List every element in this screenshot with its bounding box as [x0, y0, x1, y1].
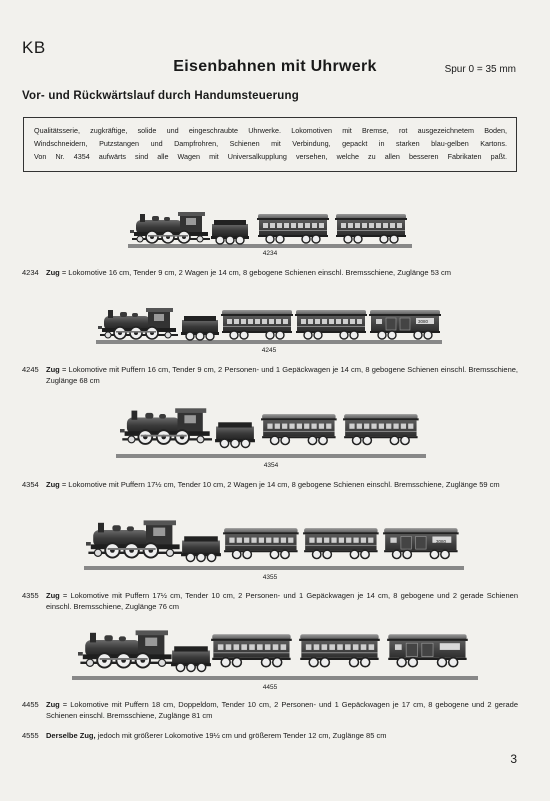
train-4245-illustration	[96, 296, 442, 348]
coach-icon	[257, 214, 329, 243]
locomotive-icon	[98, 308, 178, 339]
coach-icon	[303, 528, 379, 558]
baggage-car-icon	[387, 634, 468, 666]
product-lead: Derselbe Zug,	[46, 731, 96, 740]
page-number: 3	[510, 752, 517, 766]
page-subtitle: Vor- und Rückwärtslauf durch Handumsteuerung	[22, 90, 299, 102]
train-caption: 4354	[263, 462, 279, 469]
locomotive-icon	[78, 630, 174, 667]
product-lead: Zug	[46, 591, 60, 600]
product-description: = Lokomotive mit Puffern 17½ cm, Tender 10 cm, 2 Personen- und 1 Gepäckwagen je 14 cm, 8 gebogene und 2 gerade Schienen einschl. Bremsschiene, Zuglänge 76 cm	[46, 591, 518, 611]
coach-icon	[221, 310, 293, 339]
info-box	[23, 117, 517, 172]
product-number: 4555	[22, 731, 39, 740]
coach-icon	[211, 634, 292, 666]
coach-icon	[335, 214, 407, 243]
tender-icon	[171, 646, 211, 671]
train-4354-illustration	[116, 402, 426, 462]
train-caption: 4355	[262, 574, 278, 581]
coach-icon	[223, 528, 299, 558]
train-4455-illustration	[72, 626, 478, 684]
catalog-section-code: KB	[22, 38, 46, 57]
coach-icon	[299, 634, 380, 666]
product-lead: Zug	[46, 365, 60, 374]
product-description: jedoch mit größerer Lokomotive 19½ cm und größerem Tender 12 cm, Zuglänge 85 cm	[95, 731, 387, 740]
product-entry-4355	[22, 590, 518, 612]
product-entry-4245	[22, 364, 518, 386]
train-caption: 4455	[262, 684, 278, 691]
gauge-label: Spur 0 = 35 mm	[444, 64, 516, 75]
product-number: 4455	[22, 700, 39, 709]
product-description: = Lokomotive mit Puffern 16 cm, Tender 9 cm, 2 Personen- und 1 Gepäckwagen je 14 cm, 8 gebogene Schienen einschl. Bremsschiene, Zuglänge 68 cm	[46, 365, 518, 385]
info-line-1: Qualitätsserie, zugkräftige, solide und eingeschraubte Uhrwerke. Lokomotiven mit Bremse, rot ausgezeichnetem Boden,	[34, 126, 507, 135]
product-number: 4355	[22, 591, 39, 600]
locomotive-icon	[130, 212, 210, 243]
train-caption: 4234	[262, 250, 278, 257]
wagon-number: 3080	[436, 539, 447, 544]
product-entry-4455	[22, 699, 518, 721]
page-title: Eisenbahnen mit Uhrwerk	[173, 58, 377, 75]
train-4355-illustration	[84, 516, 464, 574]
baggage-car-icon	[369, 310, 441, 339]
product-lead: Zug	[46, 700, 60, 709]
wagon-number: 3080	[418, 319, 429, 324]
coach-icon	[295, 310, 367, 339]
product-description: = Lokomotive mit Puffern 17½ cm, Tender 10 cm, 2 Wagen je 14 cm, 8 gebogene Schienen einschl. Bremsschiene, Zuglänge 59 cm	[59, 480, 500, 489]
product-lead: Zug	[46, 480, 60, 489]
locomotive-icon	[86, 520, 182, 557]
product-description: = Lokomotive 16 cm, Tender 9 cm, 2 Wagen je 14 cm, 8 gebogene Schienen einschl. Bremsschiene, Zuglänge 53 cm	[59, 268, 452, 277]
baggage-car-icon	[383, 528, 459, 558]
tender-icon	[181, 316, 219, 340]
tender-icon	[215, 422, 255, 447]
product-entry-4354	[22, 479, 518, 490]
product-entry-4555	[22, 730, 518, 741]
coach-icon	[343, 414, 419, 444]
info-line-2: Windschneidern, Putzstangen und Dampfrohren, Schienen mit Verbindung, gepackt in starken blau-gelben Kartons.	[34, 138, 507, 148]
tender-icon	[211, 220, 249, 244]
coach-icon	[261, 414, 337, 444]
tender-icon	[181, 536, 221, 561]
product-lead: Zug	[46, 268, 60, 277]
product-description: = Lokomotive mit Puffern 18 cm, Doppeldom, Tender 10 cm, 2 Personen- und 1 Gepäckwagen je 17 cm, 8 gebogene und 2 gerade Schienen einschl. Bremsschiene, Zuglänge 81 cm	[46, 700, 518, 720]
locomotive-icon	[120, 408, 212, 444]
train-caption: 4245	[261, 347, 277, 354]
info-line-3: Von Nr. 4354 aufwärts sind alle Wagen mit Universalkupplung versehen, welche zu allen besseren Fabrikaten paßt.	[34, 152, 507, 161]
product-entry-4234	[22, 267, 518, 278]
product-number: 4354	[22, 480, 39, 489]
product-number: 4245	[22, 365, 39, 374]
train-4234-illustration	[128, 200, 412, 252]
product-number: 4234	[22, 268, 39, 277]
